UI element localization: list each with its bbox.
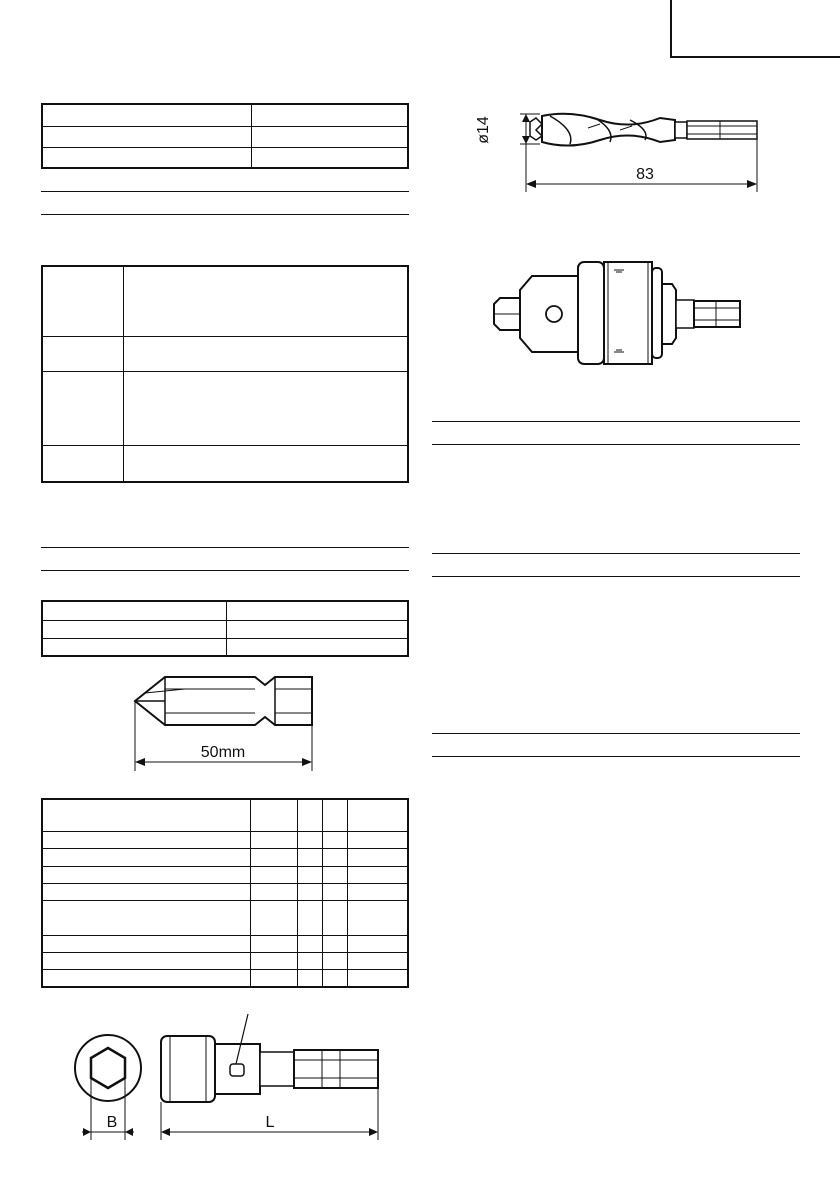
section-rule (41, 191, 409, 192)
table-row (42, 799, 408, 832)
table-row (42, 126, 408, 147)
socket-width-label: B (106, 1114, 118, 1131)
table-row (42, 446, 408, 482)
socket-figure (70, 1012, 390, 1152)
table-row (42, 970, 408, 987)
table-row (42, 371, 408, 445)
section-rule (432, 553, 800, 554)
section-rule (41, 214, 409, 215)
table-row (42, 901, 408, 936)
section-rule (432, 733, 800, 734)
table-row (42, 952, 408, 969)
socket-length-label: L (265, 1114, 275, 1131)
drill-diameter-label: ø14 (475, 116, 492, 144)
table-row (42, 336, 408, 371)
section-rule (41, 547, 409, 548)
phillips-length-label: 50mm (200, 744, 246, 761)
table-row (42, 147, 408, 168)
drill-length-label: 83 (636, 166, 654, 183)
section-rule (432, 444, 800, 445)
table-row (42, 266, 408, 336)
table-row (42, 883, 408, 900)
phillips-bit-figure (125, 665, 325, 765)
table-row (42, 104, 408, 126)
drill-chuck-figure (490, 258, 750, 378)
section-rule (432, 756, 800, 757)
table-row (42, 638, 408, 656)
table-row (42, 620, 408, 638)
section-rule (432, 421, 800, 422)
table-row (42, 935, 408, 952)
table-row (42, 866, 408, 883)
spec-table-4 (41, 798, 409, 988)
table-row (42, 601, 408, 620)
table-row (42, 832, 408, 849)
drill-bit-figure (470, 100, 770, 200)
section-rule (41, 570, 409, 571)
spec-table-3 (41, 600, 409, 657)
spec-table-2 (41, 265, 409, 483)
table-row (42, 849, 408, 866)
spec-table-1 (41, 103, 409, 169)
page-tab-box (670, 0, 840, 58)
section-rule (432, 576, 800, 577)
